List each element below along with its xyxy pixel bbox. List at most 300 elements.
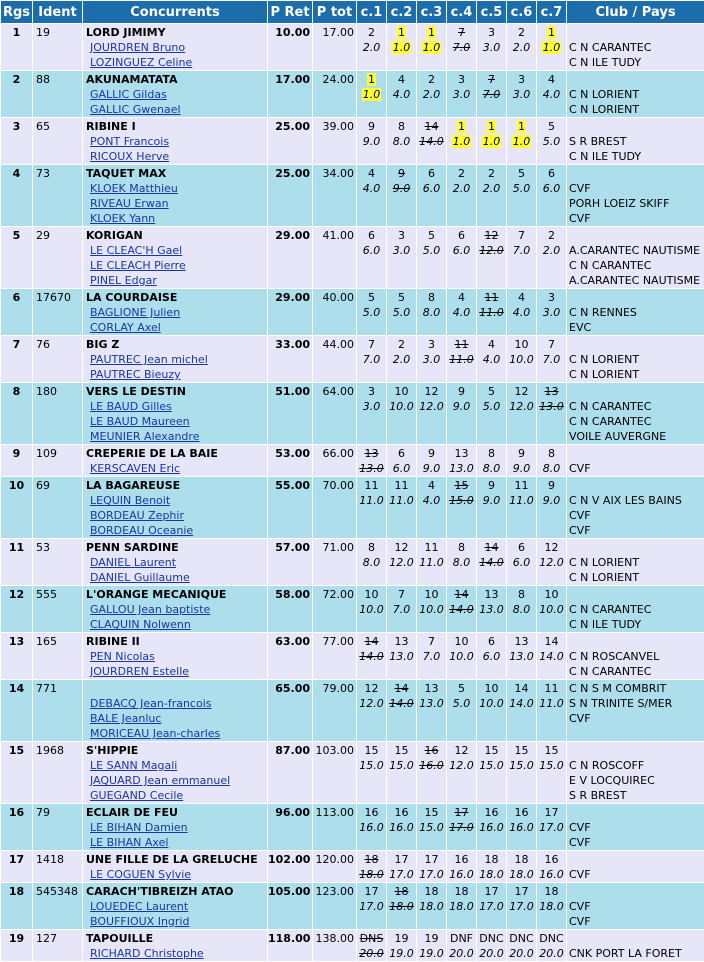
crew-member-link[interactable]: RICOUX Herve bbox=[86, 149, 267, 164]
crew-member-link[interactable]: KERSCAVEN Eric bbox=[86, 461, 267, 476]
club-cell bbox=[567, 883, 704, 930]
race-place-line bbox=[417, 743, 446, 758]
net-points-cell: 63.00 bbox=[268, 633, 313, 680]
ident-cell: 180 bbox=[33, 383, 83, 445]
total-points-cell: 123.00 bbox=[313, 883, 357, 930]
race-score-line bbox=[387, 867, 416, 882]
rank-cell: 1 bbox=[1, 24, 33, 71]
total-points-cell: 71.00 bbox=[313, 539, 357, 586]
crew-member-link[interactable]: DANIEL Guillaume bbox=[86, 570, 267, 585]
table-row bbox=[1, 586, 704, 633]
race-place: 11 bbox=[395, 479, 409, 492]
race-place-line bbox=[417, 634, 446, 649]
competitors-cell bbox=[83, 930, 268, 962]
race-place: 16 bbox=[515, 806, 529, 819]
crew-member-link[interactable]: LE CLEAC'H Gael bbox=[86, 243, 267, 258]
race-3-cell bbox=[417, 227, 447, 289]
club-name: C N CARANTEC bbox=[569, 664, 704, 679]
race-place: 3 bbox=[458, 73, 465, 86]
net-points-cell: 96.00 bbox=[268, 804, 313, 851]
ident-cell: 109 bbox=[33, 445, 83, 477]
race-7-cell bbox=[537, 851, 567, 883]
crew-member-link[interactable]: BORDEAU Oceanie bbox=[86, 523, 267, 538]
crew-member-link[interactable]: PINEL Edgar bbox=[86, 273, 267, 288]
race-5-cell bbox=[477, 742, 507, 804]
race-place-line bbox=[447, 290, 476, 305]
race-place-line bbox=[447, 337, 476, 352]
race-score-line bbox=[387, 134, 416, 149]
race-place-line bbox=[447, 743, 476, 758]
club-name: C N ROSCANVEL bbox=[569, 649, 704, 664]
race-place-line bbox=[447, 446, 476, 461]
race-2-cell bbox=[387, 477, 417, 539]
race-2-cell bbox=[387, 383, 417, 445]
race-score-line bbox=[387, 461, 416, 476]
race-score-line bbox=[537, 758, 566, 773]
race-score: 3.0 bbox=[543, 306, 561, 319]
race-place: 1 bbox=[487, 120, 496, 133]
rank-cell: 13 bbox=[1, 633, 33, 680]
race-1-cell bbox=[357, 336, 387, 383]
race-2-cell bbox=[387, 24, 417, 71]
crew-member-link[interactable]: KLOEK Matthieu bbox=[86, 181, 267, 196]
race-place-line bbox=[417, 166, 446, 181]
total-points-cell: 120.00 bbox=[313, 851, 357, 883]
race-place-line bbox=[417, 337, 446, 352]
race-score-line bbox=[537, 696, 566, 711]
race-place-line bbox=[387, 743, 416, 758]
race-place-line bbox=[537, 540, 566, 555]
crew-member-link[interactable]: RICHARD Christophe bbox=[86, 946, 267, 961]
race-place: 8 bbox=[428, 291, 435, 304]
race-place-line bbox=[447, 931, 476, 946]
ident-cell: 1418 bbox=[33, 851, 83, 883]
race-score-line bbox=[357, 867, 386, 882]
race-place: 16 bbox=[365, 806, 379, 819]
crew-member-link[interactable]: LE BAUD Gilles bbox=[86, 399, 267, 414]
race-place: 12 bbox=[425, 385, 439, 398]
club-cell bbox=[567, 930, 704, 962]
net-points-cell: 17.00 bbox=[268, 71, 313, 118]
race-score: 11.0 bbox=[539, 697, 564, 710]
race-place-line bbox=[477, 634, 506, 649]
race-place-line bbox=[357, 540, 386, 555]
crew-member-link[interactable]: LE BAUD Maureen bbox=[86, 414, 267, 429]
boat-name: RIBINE II bbox=[86, 634, 267, 649]
race-score: 1.0 bbox=[482, 135, 502, 148]
crew-member-link[interactable]: PAUTREC Jean michel bbox=[86, 352, 267, 367]
race-7-cell bbox=[537, 586, 567, 633]
race-score: 8.0 bbox=[423, 306, 441, 319]
race-score-line bbox=[507, 134, 536, 149]
club-cell bbox=[567, 289, 704, 336]
race-score-line bbox=[537, 493, 566, 508]
table-row bbox=[1, 165, 704, 227]
race-score: 15.0 bbox=[449, 494, 474, 507]
race-score-line bbox=[477, 946, 506, 961]
race-score-line bbox=[387, 399, 416, 414]
club-name: CVF bbox=[569, 523, 704, 538]
race-place-line bbox=[417, 290, 446, 305]
club-name bbox=[569, 446, 704, 461]
race-place-line bbox=[507, 681, 536, 696]
race-5-cell bbox=[477, 383, 507, 445]
race-7-cell bbox=[537, 680, 567, 742]
club-name bbox=[569, 384, 704, 399]
race-place: 15 bbox=[395, 744, 409, 757]
race-place-line bbox=[387, 25, 416, 40]
crew-member-link[interactable]: LEQUIN Benoit bbox=[86, 493, 267, 508]
club-name: C N V AIX LES BAINS bbox=[569, 493, 704, 508]
race-place: 9 bbox=[548, 479, 555, 492]
race-score-line bbox=[537, 305, 566, 320]
race-place: 14 bbox=[425, 120, 439, 133]
crew-member-link[interactable]: BALE Jeanluc bbox=[86, 711, 267, 726]
crew-member-link[interactable]: MEUNIER Alexandre bbox=[86, 429, 267, 444]
race-score: 13.0 bbox=[389, 650, 414, 663]
crew-member-link[interactable]: MORICEAU Jean-charles bbox=[86, 726, 267, 741]
race-score-line bbox=[537, 352, 566, 367]
race-score: 18.0 bbox=[479, 868, 504, 881]
crew-member-link[interactable]: LE BIHAN Axel bbox=[86, 835, 267, 850]
race-score: 17.0 bbox=[359, 900, 384, 913]
race-place-line bbox=[447, 805, 476, 820]
crew-member-link[interactable]: BOUFFIOUX Ingrid bbox=[86, 914, 267, 929]
race-place-line bbox=[357, 634, 386, 649]
race-score-line bbox=[477, 305, 506, 320]
crew-member-link[interactable]: LOUEDEC Laurent bbox=[86, 899, 267, 914]
race-score: 3.0 bbox=[483, 41, 501, 54]
race-score: 3.0 bbox=[513, 88, 531, 101]
race-score: 1.0 bbox=[542, 41, 562, 54]
race-score-line bbox=[447, 352, 476, 367]
race-score: 9.0 bbox=[453, 400, 471, 413]
crew-member-link[interactable]: JAQUARD Jean emmanuel bbox=[86, 773, 267, 788]
race-score: 19.0 bbox=[389, 947, 414, 960]
table-row bbox=[1, 930, 704, 962]
race-3-cell bbox=[417, 477, 447, 539]
club-name: S R BREST bbox=[569, 134, 704, 149]
race-1-cell bbox=[357, 586, 387, 633]
race-place-line bbox=[447, 478, 476, 493]
race-place-line bbox=[417, 931, 446, 946]
race-score-line bbox=[537, 649, 566, 664]
race-place-line bbox=[417, 384, 446, 399]
race-score: 3.0 bbox=[393, 244, 411, 257]
race-place: 1 bbox=[517, 120, 526, 133]
race-score-line bbox=[357, 243, 386, 258]
race-6-cell bbox=[507, 336, 537, 383]
ident-cell: 69 bbox=[33, 477, 83, 539]
club-name bbox=[569, 884, 704, 899]
race-score-line bbox=[357, 87, 386, 102]
crew-member-link[interactable]: LE COGUEN Sylvie bbox=[86, 867, 267, 882]
race-score-line bbox=[537, 946, 566, 961]
race-score-line bbox=[477, 555, 506, 570]
race-7-cell bbox=[537, 883, 567, 930]
race-place: 6 bbox=[548, 167, 555, 180]
race-2-cell bbox=[387, 118, 417, 165]
club-name: C N ILE TUDY bbox=[569, 617, 704, 632]
race-score-line bbox=[387, 602, 416, 617]
race-place: 13 bbox=[485, 588, 499, 601]
club-name: CVF bbox=[569, 914, 704, 929]
race-score-line bbox=[537, 243, 566, 258]
race-5-cell bbox=[477, 445, 507, 477]
race-place: 13 bbox=[395, 635, 409, 648]
club-name: CVF bbox=[569, 820, 704, 835]
total-points-cell: 77.00 bbox=[313, 633, 357, 680]
crew-member-link[interactable]: BORDEAU Zephir bbox=[86, 508, 267, 523]
race-score-line bbox=[357, 40, 386, 55]
race-place: 12 bbox=[515, 385, 529, 398]
crew-member-link[interactable]: DEBACQ Jean-francois bbox=[86, 696, 267, 711]
race-place: 19 bbox=[425, 932, 439, 945]
race-place: 5 bbox=[548, 120, 555, 133]
race-score: 15.0 bbox=[509, 759, 534, 772]
race-score: 17.0 bbox=[449, 821, 474, 834]
club-name: C N CARANTEC bbox=[569, 399, 704, 414]
race-score: 7.0 bbox=[543, 353, 561, 366]
net-points-cell: 10.00 bbox=[268, 24, 313, 71]
race-4-cell bbox=[447, 289, 477, 336]
race-place-line bbox=[507, 478, 536, 493]
crew-member-link[interactable]: PEN Nicolas bbox=[86, 649, 267, 664]
ident-cell: 17670 bbox=[33, 289, 83, 336]
race-score: 12.0 bbox=[389, 556, 414, 569]
race-score-line bbox=[507, 867, 536, 882]
club-name: C N CARANTEC bbox=[569, 258, 704, 273]
race-3-cell bbox=[417, 804, 447, 851]
crew-member-link[interactable]: CLAQUIN Nolwenn bbox=[86, 617, 267, 632]
crew-member-link[interactable]: RIVEAU Erwan bbox=[86, 196, 267, 211]
race-score: 20.0 bbox=[509, 947, 534, 960]
rank-cell: 19 bbox=[1, 930, 33, 962]
race-score: 16.0 bbox=[419, 759, 444, 772]
race-place: 2 bbox=[488, 167, 495, 180]
race-score-line bbox=[537, 134, 566, 149]
crew-member-link[interactable]: LE BIHAN Damien bbox=[86, 820, 267, 835]
boat-name: VERS LE DESTIN bbox=[86, 384, 267, 399]
race-7-cell bbox=[537, 477, 567, 539]
race-place-line bbox=[537, 884, 566, 899]
race-place: 10 bbox=[515, 338, 529, 351]
club-name: C N LORIENT bbox=[569, 352, 704, 367]
race-place: 11 bbox=[455, 338, 469, 351]
race-place: 1 bbox=[457, 120, 466, 133]
race-score-line bbox=[477, 181, 506, 196]
crew-member-link[interactable]: GALLIC Gildas bbox=[86, 87, 267, 102]
race-score-line bbox=[387, 305, 416, 320]
race-place-line bbox=[477, 884, 506, 899]
race-score-line bbox=[447, 946, 476, 961]
race-score: 8.0 bbox=[483, 462, 501, 475]
race-5-cell bbox=[477, 118, 507, 165]
race-score: 12.0 bbox=[539, 556, 564, 569]
crew-member-link[interactable]: GUEGAND Cecile bbox=[86, 788, 267, 803]
table-row bbox=[1, 289, 704, 336]
race-place-line bbox=[537, 743, 566, 758]
race-score: 2.0 bbox=[363, 41, 381, 54]
race-6-cell bbox=[507, 289, 537, 336]
race-place: 1 bbox=[547, 26, 556, 39]
race-score-line bbox=[357, 493, 386, 508]
race-score-line bbox=[477, 820, 506, 835]
club-name: C N CARANTEC bbox=[569, 40, 704, 55]
club-name: C N CARANTEC bbox=[569, 602, 704, 617]
race-score-line bbox=[357, 758, 386, 773]
race-place: 8 bbox=[518, 588, 525, 601]
race-score: 4.0 bbox=[543, 88, 561, 101]
race-score: 14.0 bbox=[479, 556, 504, 569]
race-4-cell bbox=[447, 477, 477, 539]
race-place-line bbox=[477, 931, 506, 946]
race-score: 5.0 bbox=[513, 182, 531, 195]
club-name bbox=[569, 805, 704, 820]
race-place-line bbox=[447, 228, 476, 243]
race-score-line bbox=[447, 87, 476, 102]
race-5-cell bbox=[477, 633, 507, 680]
race-place: 5 bbox=[518, 167, 525, 180]
race-score: 15.0 bbox=[359, 759, 384, 772]
crew-member-link[interactable]: DANIEL Laurent bbox=[86, 555, 267, 570]
race-4-cell bbox=[447, 383, 477, 445]
crew-member-link[interactable]: BAGLIONE Julien bbox=[86, 305, 267, 320]
race-score: 1.0 bbox=[452, 135, 472, 148]
race-place: 1 bbox=[367, 73, 376, 86]
race-place: 4 bbox=[458, 291, 465, 304]
race-score: 3.0 bbox=[423, 353, 441, 366]
race-place: 14 bbox=[455, 588, 469, 601]
race-place-line bbox=[447, 384, 476, 399]
race-2-cell bbox=[387, 680, 417, 742]
race-1-cell bbox=[357, 539, 387, 586]
rank-cell: 12 bbox=[1, 586, 33, 633]
header-race-3: c.3 bbox=[417, 1, 447, 24]
crew-member-link[interactable]: LE SANN Magali bbox=[86, 758, 267, 773]
race-place-line bbox=[387, 681, 416, 696]
race-6-cell bbox=[507, 851, 537, 883]
club-name: A.CARANTEC NAUTISME bbox=[569, 273, 704, 288]
race-place: 7 bbox=[458, 26, 465, 39]
race-7-cell bbox=[537, 539, 567, 586]
club-name: S N TRINITE S/MER bbox=[569, 696, 704, 711]
race-score: 9.0 bbox=[393, 182, 411, 195]
race-6-cell bbox=[507, 883, 537, 930]
race-2-cell bbox=[387, 539, 417, 586]
race-score-line bbox=[507, 649, 536, 664]
race-6-cell bbox=[507, 477, 537, 539]
race-score-line bbox=[477, 867, 506, 882]
race-place-line bbox=[417, 119, 446, 134]
race-3-cell bbox=[417, 289, 447, 336]
net-points-cell: 118.00 bbox=[268, 930, 313, 962]
rank-cell: 15 bbox=[1, 742, 33, 804]
race-place: 7 bbox=[398, 588, 405, 601]
boat-name bbox=[86, 681, 267, 696]
crew-member-link[interactable]: KLOEK Yann bbox=[86, 211, 267, 226]
race-place: 13 bbox=[425, 682, 439, 695]
race-place-line bbox=[387, 884, 416, 899]
race-place: 12 bbox=[545, 541, 559, 554]
race-place-line bbox=[447, 119, 476, 134]
crew-member-link[interactable]: GALLOU Jean baptiste bbox=[86, 602, 267, 617]
race-3-cell bbox=[417, 445, 447, 477]
race-place: 11 bbox=[365, 479, 379, 492]
race-place: 3 bbox=[398, 229, 405, 242]
club-cell bbox=[567, 539, 704, 586]
race-place-line bbox=[387, 805, 416, 820]
race-place-line bbox=[357, 805, 386, 820]
crew-member-link[interactable]: CORLAY Axel bbox=[86, 320, 267, 335]
race-7-cell bbox=[537, 165, 567, 227]
race-score-line bbox=[507, 243, 536, 258]
crew-member-link[interactable]: GALLIC Gwenael bbox=[86, 102, 267, 117]
race-score: 10.0 bbox=[479, 697, 504, 710]
race-place-line bbox=[417, 852, 446, 867]
race-score: 5.0 bbox=[363, 306, 381, 319]
ident-cell: 555 bbox=[33, 586, 83, 633]
crew-member-link[interactable]: JOURDREN Estelle bbox=[86, 664, 267, 679]
rank-cell: 11 bbox=[1, 539, 33, 586]
header-race-5: c.5 bbox=[477, 1, 507, 24]
race-score-line bbox=[477, 134, 506, 149]
club-name bbox=[569, 337, 704, 352]
race-score-line bbox=[537, 87, 566, 102]
ident-cell: 545348 bbox=[33, 883, 83, 930]
race-score: 18.0 bbox=[539, 900, 564, 913]
race-place-line bbox=[477, 446, 506, 461]
race-place: 15 bbox=[545, 744, 559, 757]
race-score: 7.0 bbox=[363, 353, 381, 366]
race-score: 20.0 bbox=[479, 947, 504, 960]
race-score-line bbox=[417, 555, 446, 570]
club-cell bbox=[567, 24, 704, 71]
boat-name: ECLAIR DE FEU bbox=[86, 805, 267, 820]
race-place-line bbox=[537, 634, 566, 649]
race-3-cell bbox=[417, 680, 447, 742]
crew-member-link[interactable]: LOZINGUEZ Celine bbox=[86, 55, 267, 70]
race-2-cell bbox=[387, 586, 417, 633]
race-score-line bbox=[537, 181, 566, 196]
header-rank: Rgs bbox=[1, 1, 33, 24]
race-score: 3.0 bbox=[453, 88, 471, 101]
race-1-cell bbox=[357, 742, 387, 804]
header-ident: Ident bbox=[33, 1, 83, 24]
competitors-cell bbox=[83, 539, 268, 586]
race-score-line bbox=[357, 946, 386, 961]
race-place-line bbox=[357, 337, 386, 352]
race-score: 10.0 bbox=[359, 603, 384, 616]
race-score-line bbox=[447, 867, 476, 882]
race-score-line bbox=[387, 820, 416, 835]
race-place-line bbox=[447, 72, 476, 87]
crew-member-link[interactable]: LE CLEACH Pierre bbox=[86, 258, 267, 273]
competitors-cell bbox=[83, 227, 268, 289]
race-place: 10 bbox=[545, 588, 559, 601]
race-2-cell bbox=[387, 336, 417, 383]
race-place: 9 bbox=[398, 167, 405, 180]
race-3-cell bbox=[417, 742, 447, 804]
club-cell bbox=[567, 851, 704, 883]
crew-member-link[interactable]: PAUTREC Bieuzy bbox=[86, 367, 267, 382]
race-score-line bbox=[387, 649, 416, 664]
race-place-line bbox=[357, 446, 386, 461]
crew-member-link[interactable]: JOURDREN Bruno bbox=[86, 40, 267, 55]
race-place: 9 bbox=[368, 120, 375, 133]
race-place: 13 bbox=[515, 635, 529, 648]
crew-member-link[interactable]: PONT Francois bbox=[86, 134, 267, 149]
